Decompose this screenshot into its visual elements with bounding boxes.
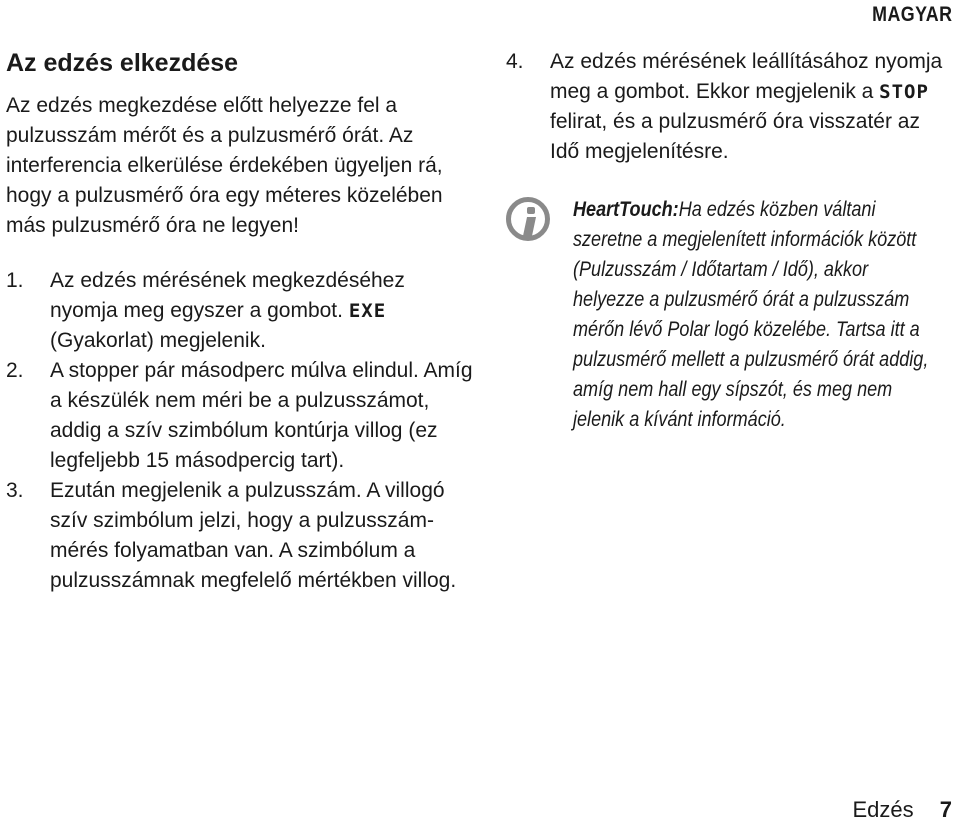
intro-paragraph: Az edzés megkezdése előtt helyezze fel a pulzusszám mérőt és a pulzusmérő órát. Az interferencia elkerülése érdekében ügyeljen rá, hogy a pulzusmérő óra egy méteres közelében más pulzusmérő óra ne legyen! [6,94,443,237]
step-1 [6,266,476,356]
display-text-exe: EXE [348,300,387,322]
steps-list-continued [506,47,946,167]
step-number: 1. [6,269,24,292]
step-text: Az edzés mérésének leállításához nyomja meg a gombot. Ekkor megjelenik a [550,50,943,103]
step-2 [6,356,476,476]
step-3 [6,476,476,596]
step-text: Az edzés mérésének megkezdéséhez nyomja meg egyszer a gombot. [50,269,405,322]
step-number: 3. [6,479,24,502]
left-column [6,47,476,596]
right-column [506,47,946,435]
step-text: Ezután megjelenik a pulzusszám. A villogó szív szimbólum jelzi, hogy a pulzusszám-mérés folyamatban van. A szimbólum a pulzusszámnak megfelelő mértékben villog. [50,479,457,592]
language-label: MAGYAR [871,3,952,26]
section-title: Az edzés elkezdése [6,49,239,77]
footer-section: Edzés [852,797,914,822]
step-number: 2. [6,359,24,382]
steps-list [6,266,476,596]
hearttouch-tip [506,195,946,435]
page-number: 7 [939,797,952,822]
info-icon [506,197,550,241]
step-number: 4. [506,50,524,73]
step-text: A stopper pár másodperc múlva elindul. Amíg a készülék nem méri be a pulzusszámot, addig a szív szimbólum kontúrja villog (ez legfeljebb 15 másodpercig tart). [50,359,473,472]
step-4 [506,47,946,167]
tip-text [573,195,943,435]
page-footer [852,797,952,823]
display-text-stop: STOP [879,81,929,103]
tip-body: Ha edzés közben váltani szeretne a megjelenített információk között (Pulzusszám / Időtartam / Idő), akkor helyezze a pulzusmérő órát a pulzusszám mérőn lévő Polar logó közelébe. Tartsa itt a pulzusmérő mellett a pulzusmérő órát addig, amíg nem hall egy sípszót, és meg nem jelenik a kívánt információ. [573,198,929,431]
step-text-continued: felirat, és a pulzusmérő óra visszatér az Idő megjelenítésre. [550,110,920,163]
tip-title: HeartTouch: [573,198,679,221]
step-text-continued: (Gyakorlat) megjelenik. [50,329,266,352]
